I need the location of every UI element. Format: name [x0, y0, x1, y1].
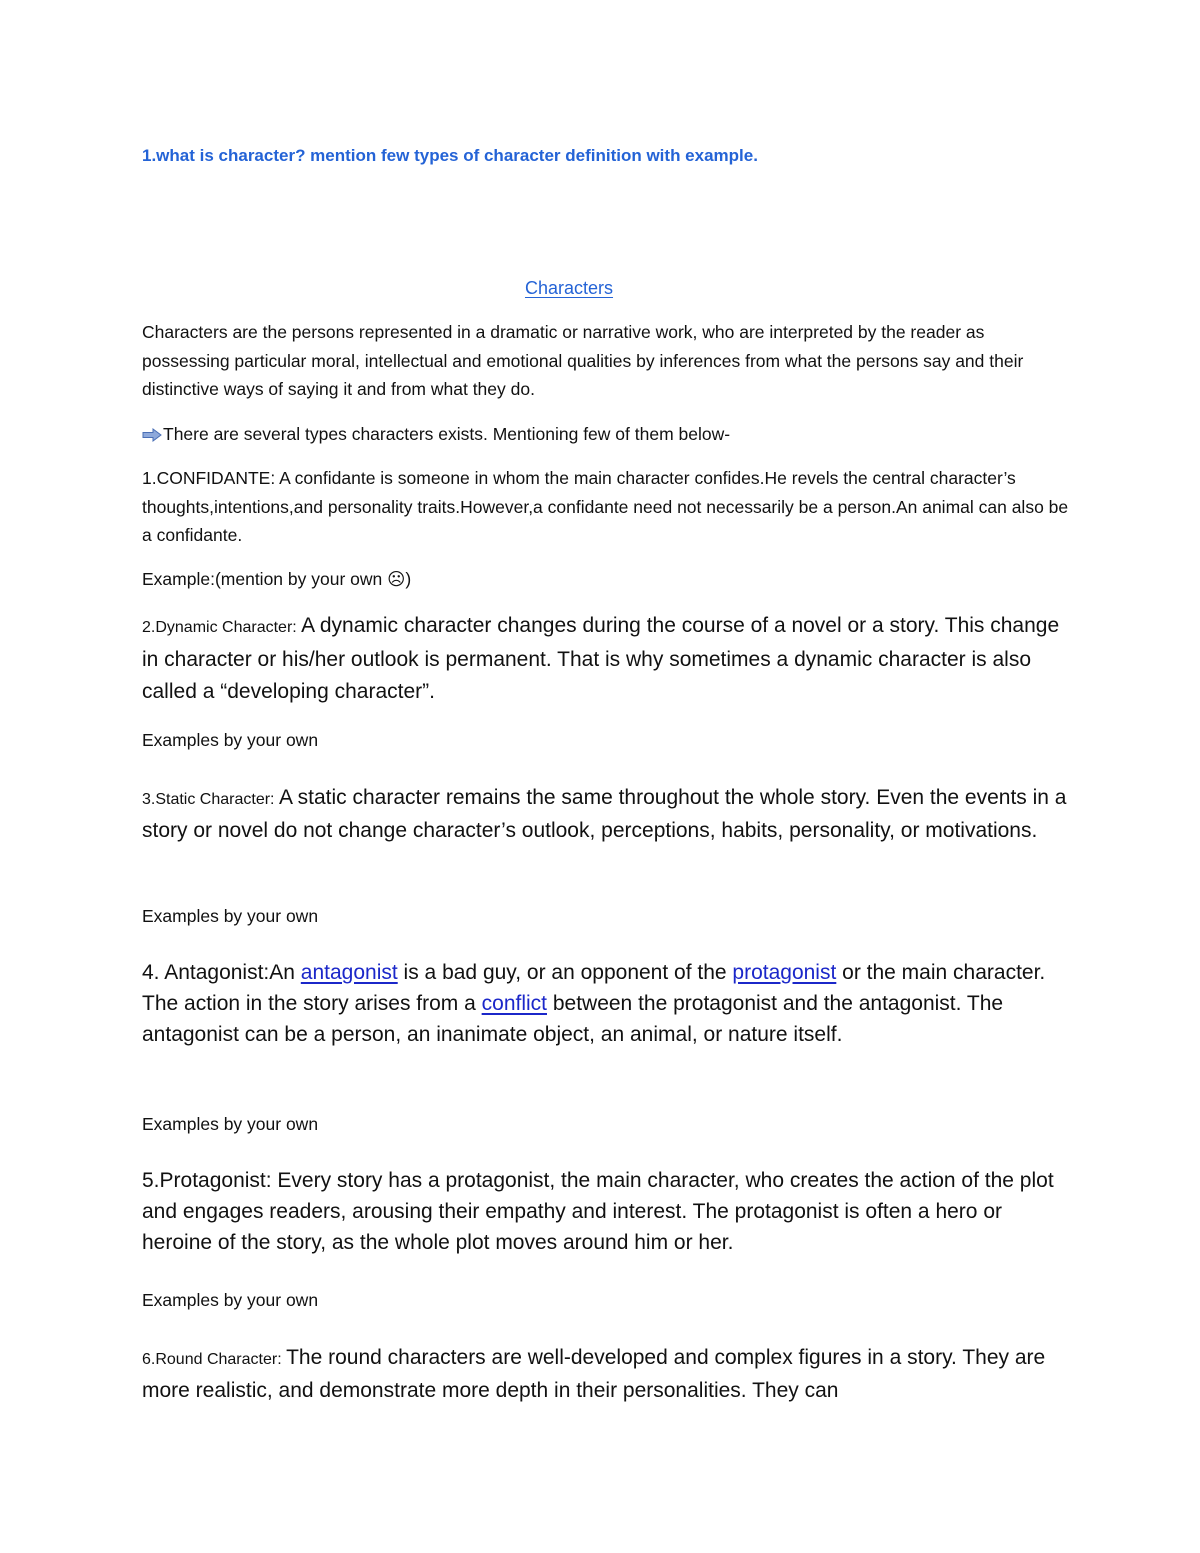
section-heading [0, 278, 1138, 299]
protagonist-paragraph: 5.Protagonist: Every story has a protagonist, the main character, who creates the action of the plot and engages readers, arousing their empathy and interest. The protagonist is often a hero or heroine of the story, as the whole plot moves around him or her. [142, 1169, 1054, 1254]
protagonist-link[interactable]: protagonist [732, 961, 837, 984]
confidante-example: Example:(mention by your own ☹) [142, 569, 412, 589]
dynamic-example: Examples by your own [142, 730, 319, 750]
antagonist-mid2: or the main character. The action in the story arises from a [142, 961, 1046, 1015]
types-intro-paragraph [142, 420, 1072, 449]
dynamic-character-label: 2.Dynamic Character: [142, 619, 302, 636]
heading-text: Characters [524, 278, 614, 298]
protagonist-example: Examples by your own [142, 1290, 319, 1310]
antagonist-example: Examples by your own [142, 1114, 319, 1134]
static-example: Examples by your own [142, 906, 319, 926]
dynamic-character-paragraph [142, 610, 1072, 708]
intro-paragraph: Characters are the persons represented in a dramatic or narrative work, who are interpreted by the reader as possessing particular moral, intellectual and emotional qualities by inferences from what the persons say and their distinctive ways of saying it and from what they do. [142, 322, 1024, 399]
types-intro-text: There are several types characters exists. Mentioning few of them below- [163, 424, 731, 444]
static-character-paragraph [142, 782, 1072, 846]
round-character-paragraph [142, 1342, 1072, 1406]
antagonist-rest: between the protagonist and the antagonist. The antagonist can be a person, an inanimate object, an animal, or nature itself. [142, 992, 1004, 1046]
antagonist-prefix: 4. Antagonist:An [142, 961, 301, 984]
antagonist-mid1: is a bad guy, or an opponent of the [397, 961, 733, 984]
round-character-label: 6.Round Character: [142, 1351, 287, 1368]
conflict-link[interactable]: conflict [481, 992, 547, 1015]
antagonist-paragraph [142, 957, 1072, 1050]
question-title: 1.what is character? mention few types of character definition with example. [142, 146, 758, 165]
right-arrow-icon [142, 428, 162, 442]
antagonist-link[interactable]: antagonist [300, 961, 398, 984]
dynamic-character-text: A dynamic character changes during the course of a novel or a story. This change in character or his/her outlook is permanent. That is why sometimes a dynamic character is also called a “developing character”. [142, 614, 1060, 703]
confidante-paragraph: 1.CONFIDANTE: A confidante is someone in whom the main character confides.He revels the central character’s thoughts,intentions,and personality traits.However,a confidante need not necessarily be a person.An animal can also be a confidante. [142, 468, 1069, 545]
static-character-label: 3.Static Character: [142, 791, 279, 808]
round-character-text: The round characters are well-developed and complex figures in a story. They are more realistic, and demonstrate more depth in their personalities. They can [142, 1346, 1046, 1402]
static-character-text: A static character remains the same throughout the whole story. Even the events in a story or novel do not change character’s outlook, perceptions, habits, personality, or motivations. [142, 786, 1067, 842]
